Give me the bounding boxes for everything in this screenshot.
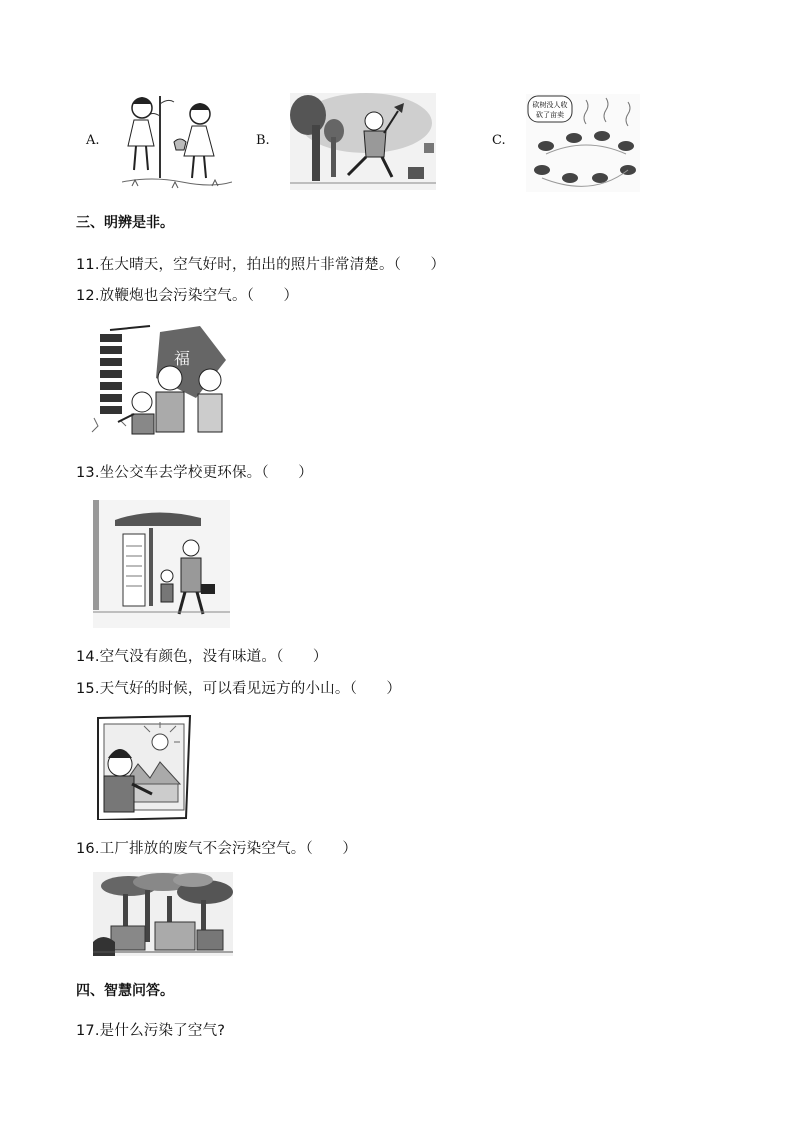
question-number: 14. bbox=[76, 649, 100, 665]
question-number: 17. bbox=[76, 1023, 100, 1039]
q16-illustration-factory-smoke bbox=[93, 872, 233, 956]
sign-line-1: 砍树没人收 bbox=[532, 101, 568, 109]
section-4-heading: 四、智慧问答。 bbox=[76, 983, 174, 999]
question-13 bbox=[76, 461, 313, 482]
svg-text:福: 福 bbox=[173, 349, 191, 368]
option-a-label: A. bbox=[86, 133, 100, 148]
q15-illustration-boy-at-window bbox=[94, 714, 194, 820]
answer-blank[interactable]: （ ） bbox=[246, 288, 299, 304]
question-text: 工厂排放的废气不会污染空气。 bbox=[99, 841, 306, 857]
q13-illustration-bus-stop bbox=[93, 500, 230, 628]
question-number: 12. bbox=[76, 288, 100, 304]
section-3-heading: 三、明辨是非。 bbox=[76, 215, 174, 231]
option-c-illustration-tree-stumps-sign bbox=[526, 94, 640, 192]
question-17 bbox=[76, 1019, 225, 1040]
question-15 bbox=[76, 677, 401, 698]
answer-blank[interactable]: （ ） bbox=[393, 257, 446, 273]
sign-line-2: 砍了亩卖 bbox=[536, 111, 564, 119]
q12-illustration-firecrackers bbox=[90, 322, 227, 442]
question-16 bbox=[76, 837, 357, 858]
answer-blank[interactable]: （ ） bbox=[349, 681, 402, 697]
question-number: 13. bbox=[76, 465, 100, 481]
answer-blank[interactable]: （ ） bbox=[305, 841, 358, 857]
question-text: 坐公交车去学校更环保。 bbox=[99, 465, 262, 481]
question-number: 11. bbox=[76, 257, 100, 273]
question-12 bbox=[76, 284, 298, 305]
option-c-label: C. bbox=[492, 133, 506, 148]
question-number: 15. bbox=[76, 681, 100, 697]
question-number: 16. bbox=[76, 841, 100, 857]
question-text: 空气没有颜色，没有味道。 bbox=[99, 649, 277, 665]
option-b-illustration-man-chopping-trees bbox=[290, 93, 436, 190]
question-14 bbox=[76, 645, 328, 666]
question-text: 在大晴天，空气好时，拍出的照片非常清楚。 bbox=[99, 257, 394, 273]
answer-blank[interactable]: （ ） bbox=[261, 465, 313, 481]
question-text: 是什么污染了空气? bbox=[99, 1023, 226, 1039]
question-text: 放鞭炮也会污染空气。 bbox=[99, 288, 247, 304]
option-a-illustration-children-planting-tree bbox=[122, 86, 232, 194]
option-b-label: B. bbox=[256, 133, 270, 148]
answer-blank[interactable]: （ ） bbox=[276, 649, 328, 665]
question-text: 天气好的时候，可以看见远方的小山。 bbox=[99, 681, 350, 697]
question-11 bbox=[76, 253, 445, 274]
